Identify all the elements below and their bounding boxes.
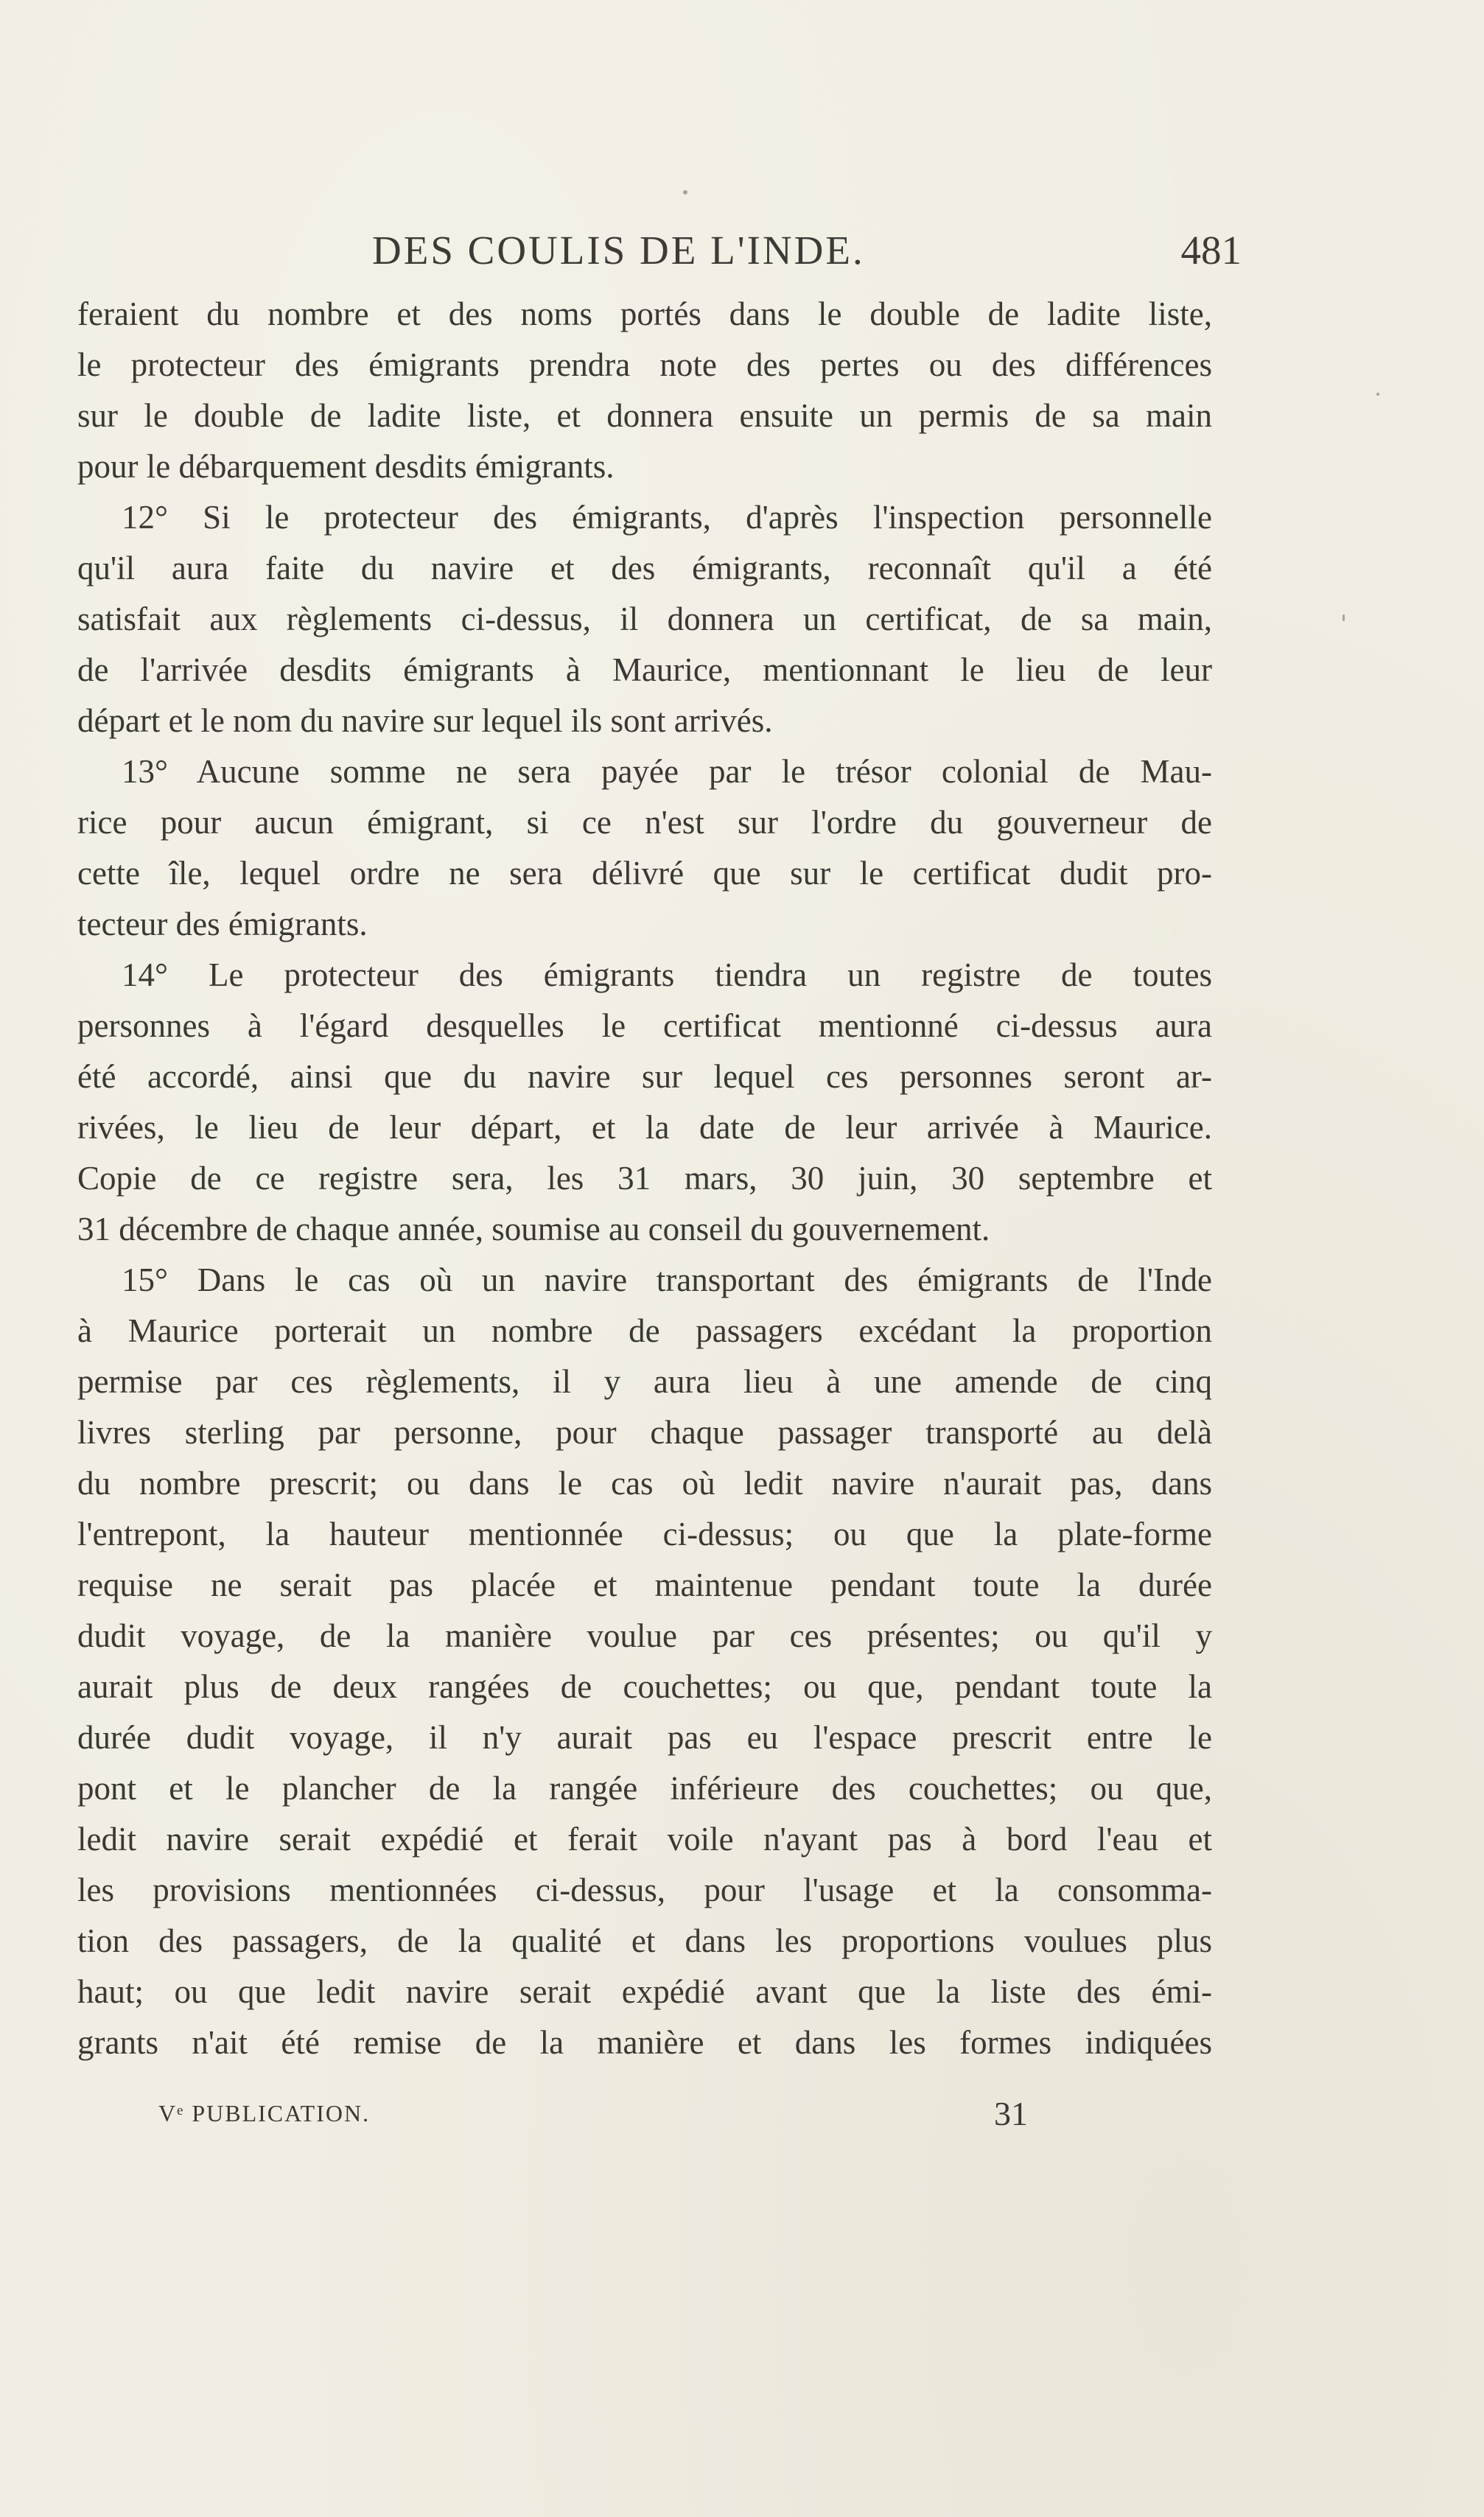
text-line: ledit navire serait expédié et ferait voile n'ayant pas à bord l'eau et: [77, 1821, 1212, 1858]
text-line: tecteur des émigrants.: [77, 906, 368, 942]
text-line: sur le double de ladite liste, et donnera ensuite un permis de sa main: [77, 397, 1212, 434]
text-line: rice pour aucun émigrant, si ce n'est sur l'ordre du gouverneur de: [77, 804, 1212, 841]
running-head: [372, 227, 1242, 279]
paragraph-13-first-line: 13° Aucune somme ne sera payée par le trésor colonial de Mau-: [122, 753, 1212, 790]
text-line: livres sterling par personne, pour chaque passager transporté au delà: [77, 1414, 1212, 1451]
page-number: 481: [1180, 228, 1242, 273]
text-line: rivées, le lieu de leur départ, et la date de leur arrivée à Maurice.: [77, 1109, 1212, 1146]
paragraph-15-first-line: 15° Dans le cas où un navire transportant des émigrants de l'Inde: [122, 1261, 1212, 1298]
text-line: Copie de ce registre sera, les 31 mars, 30 juin, 30 septembre et: [77, 1160, 1212, 1197]
text-line: été accordé, ainsi que du navire sur lequel ces personnes seront ar-: [77, 1058, 1212, 1095]
text-line: aurait plus de deux rangées de couchettes; ou que, pendant toute la: [77, 1668, 1212, 1705]
text-line: qu'il aura faite du navire et des émigrants, reconnaît qu'il a été: [77, 550, 1212, 587]
paper-speck: [683, 190, 687, 195]
paper-speck: [1376, 393, 1379, 396]
paragraph-14-first-line: 14° Le protecteur des émigrants tiendra un registre de toutes: [122, 956, 1212, 993]
running-title: DES COULIS DE L'INDE.: [372, 228, 865, 273]
text-line: feraient du nombre et des noms portés dans le double de ladite liste,: [77, 295, 1212, 332]
text-line: les provisions mentionnées ci-dessus, pour l'usage et la consomma-: [77, 1872, 1212, 1908]
text-line: pour le débarquement desdits émigrants.: [77, 448, 615, 485]
text-line: personnes à l'égard desquelles le certificat mentionné ci-dessus aura: [77, 1007, 1212, 1044]
page-footer: [158, 2095, 1028, 2144]
text-line: le protecteur des émigrants prendra note des pertes ou des différences: [77, 346, 1212, 383]
text-line: permise par ces règlements, il y aura lieu à une amende de cinq: [77, 1363, 1212, 1400]
text-line: départ et le nom du navire sur lequel ils sont arrivés.: [77, 702, 773, 739]
text-line: durée dudit voyage, il n'y aurait pas eu l'espace prescrit entre le: [77, 1719, 1212, 1756]
text-line: à Maurice porterait un nombre de passagers excédant la proportion: [77, 1312, 1212, 1349]
sheet-number: 31: [994, 2095, 1028, 2132]
printer-signature: Vᵉ PUBLICATION.: [158, 2100, 371, 2126]
text-line: pont et le plancher de la rangée inférieure des couchettes; ou que,: [77, 1770, 1212, 1807]
body-text: [77, 289, 1212, 2068]
text-line: requise ne serait pas placée et maintenue pendant toute la durée: [77, 1566, 1212, 1603]
text-line: du nombre prescrit; ou dans le cas où ledit navire n'aurait pas, dans: [77, 1465, 1212, 1502]
text-line: 31 décembre de chaque année, soumise au conseil du gouvernement.: [77, 1211, 990, 1247]
text-line: grants n'ait été remise de la manière et dans les formes indiquées: [77, 2024, 1212, 2061]
text-line: de l'arrivée desdits émigrants à Maurice, mentionnant le lieu de leur: [77, 651, 1212, 688]
text-line: satisfait aux règlements ci-dessus, il donnera un certificat, de sa main,: [77, 601, 1212, 637]
text-line: haut; ou que ledit navire serait expédié avant que la liste des émi-: [77, 1973, 1212, 2010]
paper-speck: [1343, 615, 1345, 621]
text-line: tion des passagers, de la qualité et dans les proportions voulues plus: [77, 1922, 1212, 1959]
text-line: l'entrepont, la hauteur mentionnée ci-dessus; ou que la plate-forme: [77, 1516, 1212, 1552]
text-line: cette île, lequel ordre ne sera délivré que sur le certificat dudit pro-: [77, 855, 1212, 892]
text-line: dudit voyage, de la manière voulue par ces présentes; ou qu'il y: [77, 1617, 1212, 1654]
paragraph-12-first-line: 12° Si le protecteur des émigrants, d'après l'inspection personnelle: [122, 499, 1212, 536]
